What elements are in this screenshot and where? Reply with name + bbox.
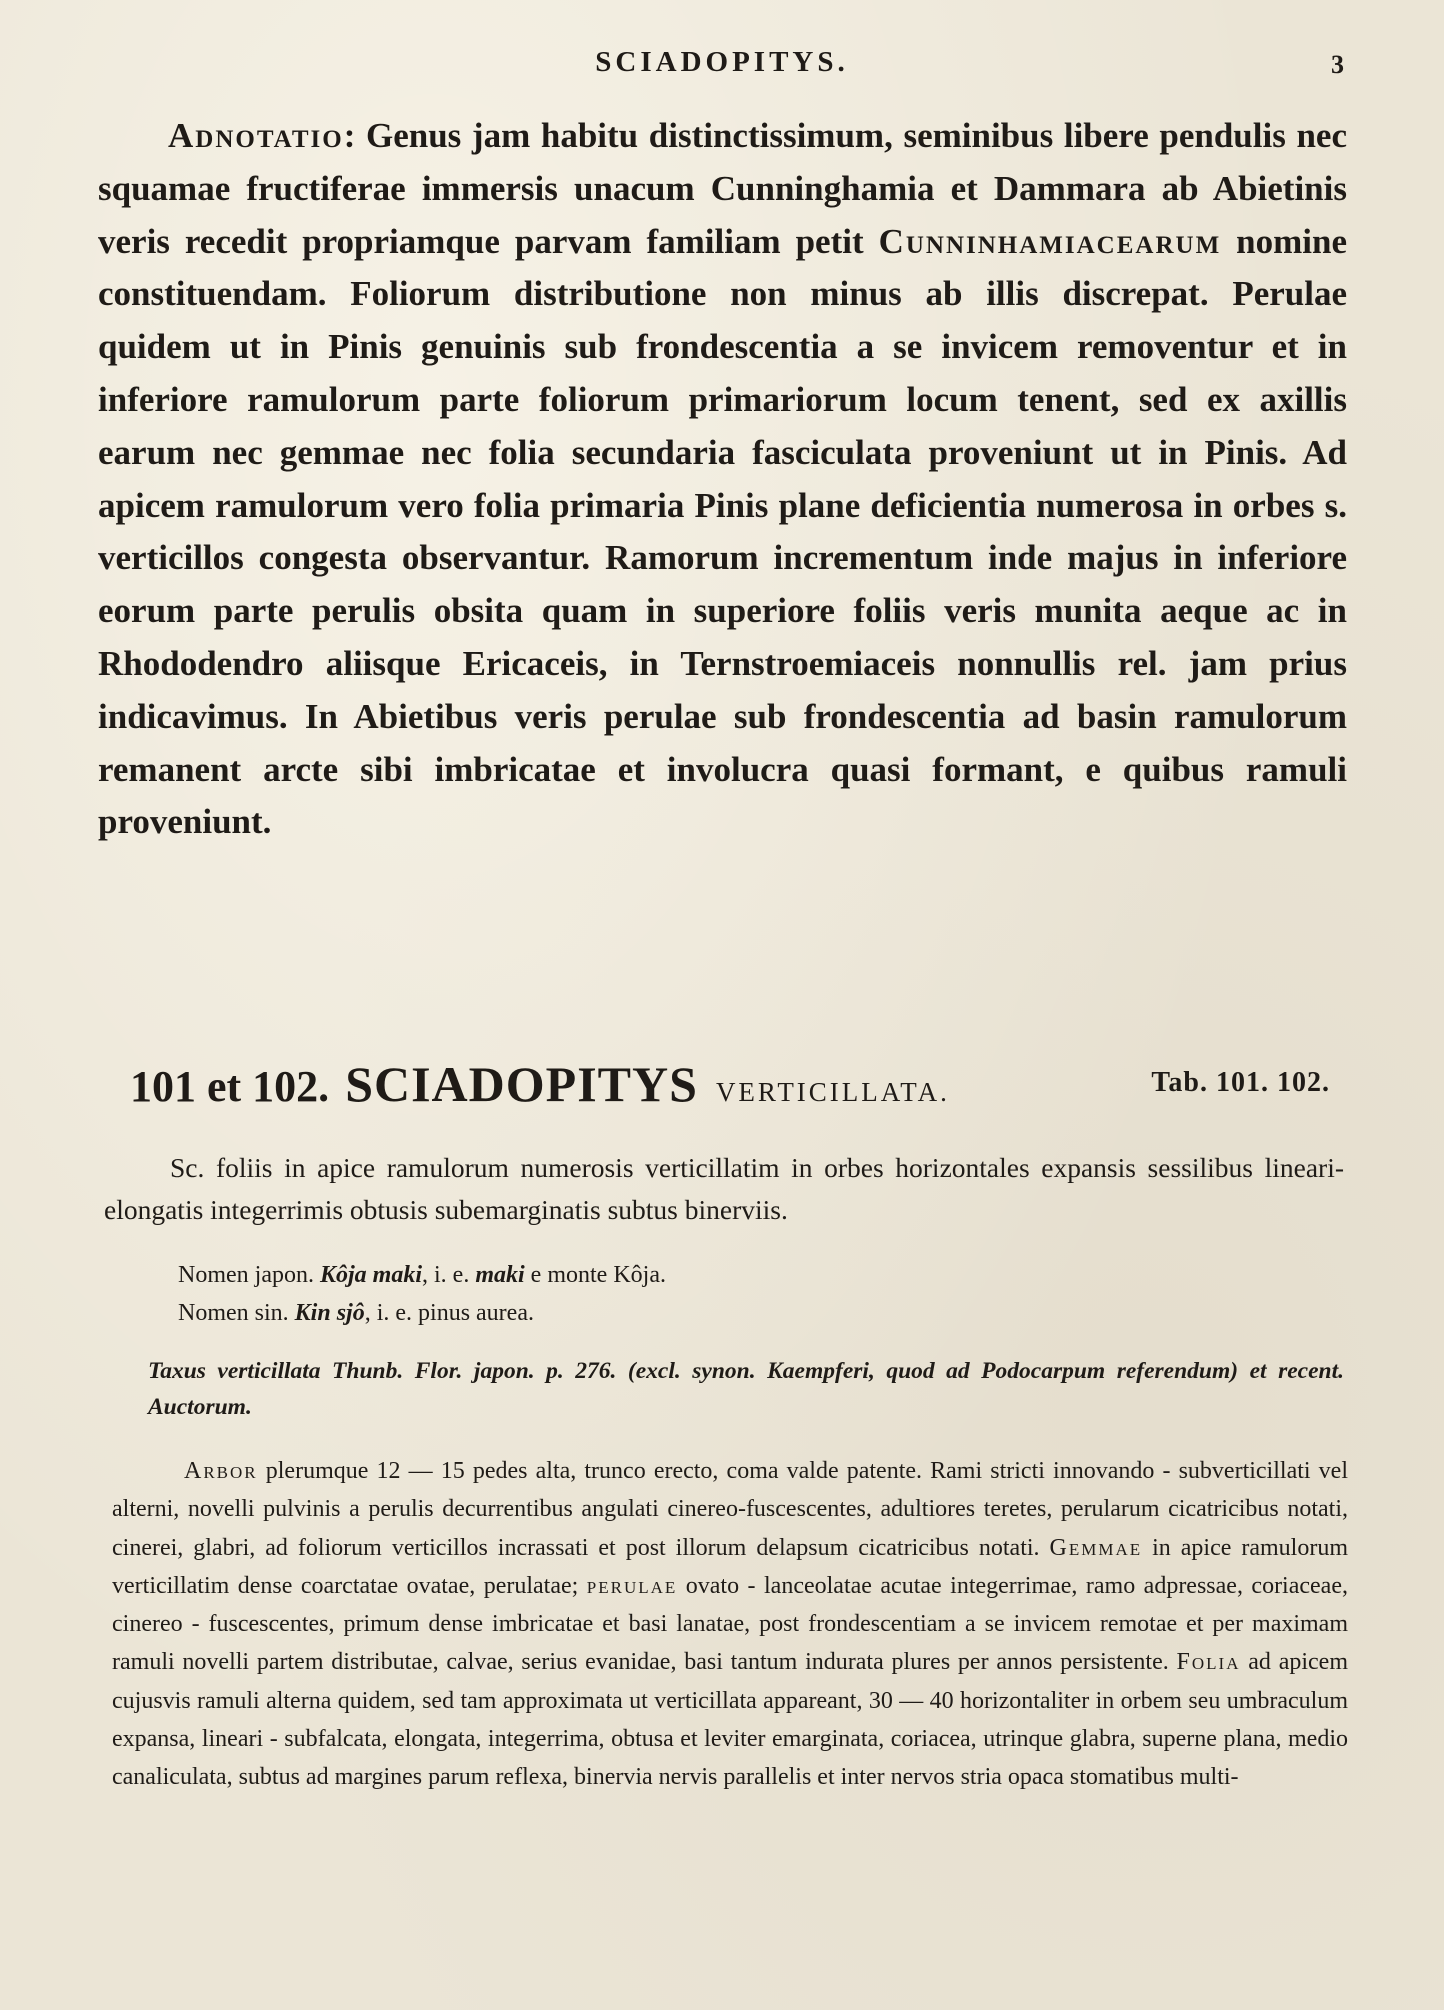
species-epithet: VERTICILLATA. [715, 1077, 950, 1107]
annotation-paragraph [98, 110, 1347, 849]
running-title: SCIADOPITYS. [595, 46, 849, 78]
perulae-label: perulae [586, 1572, 678, 1599]
diagnosis: Sc. foliis in apice ramulorum numerosis verticillatim in orbes horizontales expansis sessilibus lineari-elongatis integerrimis obtusis subemarginatis subtus binerviis. [104, 1152, 1344, 1225]
japanese-name: Kôja maki [319, 1262, 422, 1288]
species-number: 101 et 102. [130, 1062, 330, 1111]
synonymy: Taxus verticillata Thunb. Flor. japon. p. 276. (excl. synon. Kaempferi, quod ad Podocarpum referendum) et recent. Auctorum. [148, 1358, 1344, 1420]
species-heading [130, 1055, 1330, 1115]
japanese-gloss: maki [475, 1262, 525, 1288]
genus-name: SCIADOPITYS [345, 1056, 698, 1112]
japanese-mid: , i. e. [422, 1262, 476, 1288]
description-text-1: plerumque 12 — 15 pedes alta, trunco erecto, coma valde patente. Rami stricti innovando - subverticillati vel alterni, novelli pulvinis a perulis decurrentibus angulati cinereo-fuscescentes, adultiores teretes, perularum cicatricibus notati, cinerei, glabri, ad foliorum verticillos incrassati et post illorum delapsum cicatricibus notati. [112, 1458, 1348, 1561]
description-text-4: ad apicem cujusvis ramuli alterna quidem, sed tam approximata ut verticillata appareant, 30 — 40 horizontaliter in orbem seu umbraculum expansa, lineari - subfalcata, elongata, integerrima, obtusa et leviter emarginata, coriacea, utrinque glabra, superne plana, medio canaliculata, subtus ad margines parum reflexa, binervia nervis parallelis et inter nervos stria opaca stomatibus multi- [112, 1649, 1348, 1791]
japanese-name-line [178, 1256, 1278, 1294]
folia-label: Folia [1176, 1649, 1241, 1676]
plate-reference: Tab. 101. 102. [1151, 1067, 1330, 1098]
chinese-prefix: Nomen sin. [178, 1300, 295, 1326]
page-number: 3 [1331, 50, 1344, 79]
arbor-label: Arbor [184, 1458, 258, 1484]
running-head [0, 46, 1444, 86]
japanese-prefix: Nomen japon. [178, 1262, 320, 1288]
annotation-text-1: : Genus jam habitu distinctissimum, seminibus libere pendulis nec squamae fructiferae immersis unacum Cunninghamia et Dammara ab Abietinis veris recedit propriamque parvam familiam petit [98, 116, 1347, 261]
gemmae-label: Gemmae [1049, 1534, 1143, 1561]
description-text-2: in apice ramulorum verticillatim dense coarctatae ovatae, perulatae; [112, 1534, 1348, 1599]
japanese-suffix: e monte Kôja. [524, 1262, 666, 1288]
annotation-text-2: nomine constituendam. Foliorum distributione non minus ab illis discrepat. Perulae quidem ut in Pinis genuinis sub frondescentia a se invicem removentur et in inferiore ramulorum parte foliorum primariorum locum tenent, sed ex axillis earum nec gemmae nec folia secundaria fasciculata proveniunt ut in Pinis. Ad apicem ramulorum vero folia primaria Pinis plane deficientia numerosa in orbes s. verticillos congesta observantur. Ramorum incrementum inde majus in inferiore eorum parte perulis obsita quam in superiore foliis veris munita aeque ac in Rhododendro aliisque Ericaceis, in Ternstroemiaceis nonnullis rel. jam prius indicavimus. In Abietibus veris perulae sub frondescentia ad basin ramulorum remanent arcte sibi imbricatae et involucra quasi formant, e quibus ramuli proveniunt. [98, 221, 1347, 842]
chinese-suffix: , i. e. pinus aurea. [364, 1300, 534, 1326]
description-paragraph [112, 1452, 1348, 1797]
vernacular-names [178, 1256, 1278, 1332]
annotation-label: Adnotatio [168, 116, 344, 155]
chinese-name: Kin sjô [294, 1300, 365, 1326]
description-text-3: ovato - lanceolatae acutae integerrimae, ramo adpressae, coriaceae, cinereo - fuscescentes, primum dense imbricatae et basi lanatae, post frondescentiam a se invicem remotae et per maximam ramuli novelli partem distributae, calvae, serius evanidae, basi tantum indurata plures per annos persistente. [112, 1572, 1348, 1676]
chinese-name-line [178, 1294, 1278, 1332]
family-name: Cunninhamiacearum [878, 221, 1222, 261]
